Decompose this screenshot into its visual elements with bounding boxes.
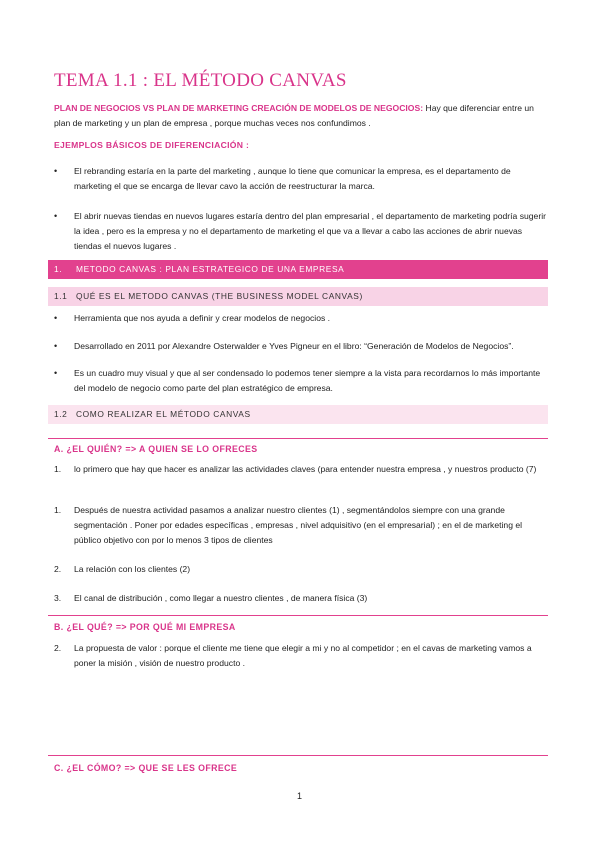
- examples-list-2: [54, 209, 548, 254]
- bullet-icon: •: [54, 313, 58, 323]
- list-item: • El rebranding estaría en la parte del marketing , aunque lo tiene que comunicar la empresa, es el departamento de marketing el que se encarga de llevar cavo la acción de reestructurar la marca.: [54, 166, 511, 191]
- examples-list: [54, 164, 548, 194]
- bullet-icon: •: [54, 341, 58, 351]
- part-a-heading: A. ¿EL QUIÉN? => A QUIEN SE LO OFRECES: [54, 444, 258, 454]
- intro-paragraph: [54, 101, 544, 131]
- bullet-icon: •: [54, 166, 58, 176]
- list-item: 3. El canal de distribución , como llegar a nuestro clientes , de manera física (3): [54, 593, 368, 603]
- divider: [48, 438, 548, 439]
- divider: [48, 755, 548, 756]
- list-item: • Desarrollado en 2011 por Alexandre Osterwalder e Yves Pigneur en el libro: “Generación de Modelos de Negocios”.: [54, 339, 548, 354]
- part-b-heading: B. ¿EL QUÉ? => POR QUÉ MI EMPRESA: [54, 622, 236, 632]
- section-heading-1-2: 1.2 COMO REALIZAR EL MÉTODO CANVAS: [48, 405, 548, 424]
- page-number: 1: [296, 791, 302, 801]
- bullet-icon: •: [54, 368, 58, 378]
- canvas-list: [54, 311, 548, 326]
- canvas-list-2: [54, 339, 548, 354]
- list-item: 1. Después de nuestra actividad pasamos a analizar nuestro clientes (1) , segmentándolos siempre con una grande segmentación . Poner por edades específicas , empresas , nivel adquisitivo (en el empresarial) ; en el de marketing el público objetivo con por lo menos 3 tipos de clientes: [54, 505, 523, 545]
- bullet-icon: •: [54, 211, 58, 221]
- divider: [48, 615, 548, 616]
- section-heading-1: 1. METODO CANVAS : PLAN ESTRATEGICO DE UNA EMPRESA: [48, 260, 548, 279]
- page-title: TEMA 1.1 : EL MÉTODO CANVAS: [54, 70, 347, 91]
- list-item: 2. La relación con los clientes (2): [54, 564, 191, 574]
- canvas-list-3: [54, 366, 548, 396]
- examples-heading: EJEMPLOS BÁSICOS DE DIFERENCIACIÓN :: [54, 140, 250, 150]
- intro-highlight: PLAN DE NEGOCIOS VS PLAN DE MARKETING CREACIÓN DE MODELOS DE NEGOCIOS:: [54, 103, 424, 113]
- list-item: • Herramienta que nos ayuda a definir y crear modelos de negocios .: [54, 311, 548, 326]
- intro-text: Hay que diferenciar entre un plan de marketing y un plan de empresa , porque muchas veces nos confundimos .: [54, 103, 534, 128]
- list-item: 1. lo primero que hay que hacer es analizar las actividades claves (para entender nuestra empresa , y nuestros producto (7): [54, 464, 537, 474]
- section-heading-1-1: 1.1 QUÉ ES EL METODO CANVAS (THE BUSINESS MODEL CANVAS): [48, 287, 548, 306]
- list-item: • El abrir nuevas tiendas en nuevos lugares estaría dentro del plan empresarial , el departamento de marketing podría sugerir la idea , pero es la empresa y no el departamento de marketing el que va a llevar a cabo las acciones de abrir nuevas tiendas el nuevos lugares .: [54, 211, 546, 251]
- list-item: • Es un cuadro muy visual y que al ser condensado lo podemos tener siempre a la vista para recordarnos lo más importante del modelo de negocio como parte del plan estratégico de empresa.: [54, 368, 541, 393]
- list-item: 2. La propuesta de valor : porque el cliente me tiene que elegir a mi y no al competidor ; en el cavas de marketing vamos a poner la misión , visión de nuestro producto .: [54, 643, 532, 668]
- part-c-heading: C. ¿EL CÓMO? => QUE SE LES OFRECE: [54, 763, 238, 773]
